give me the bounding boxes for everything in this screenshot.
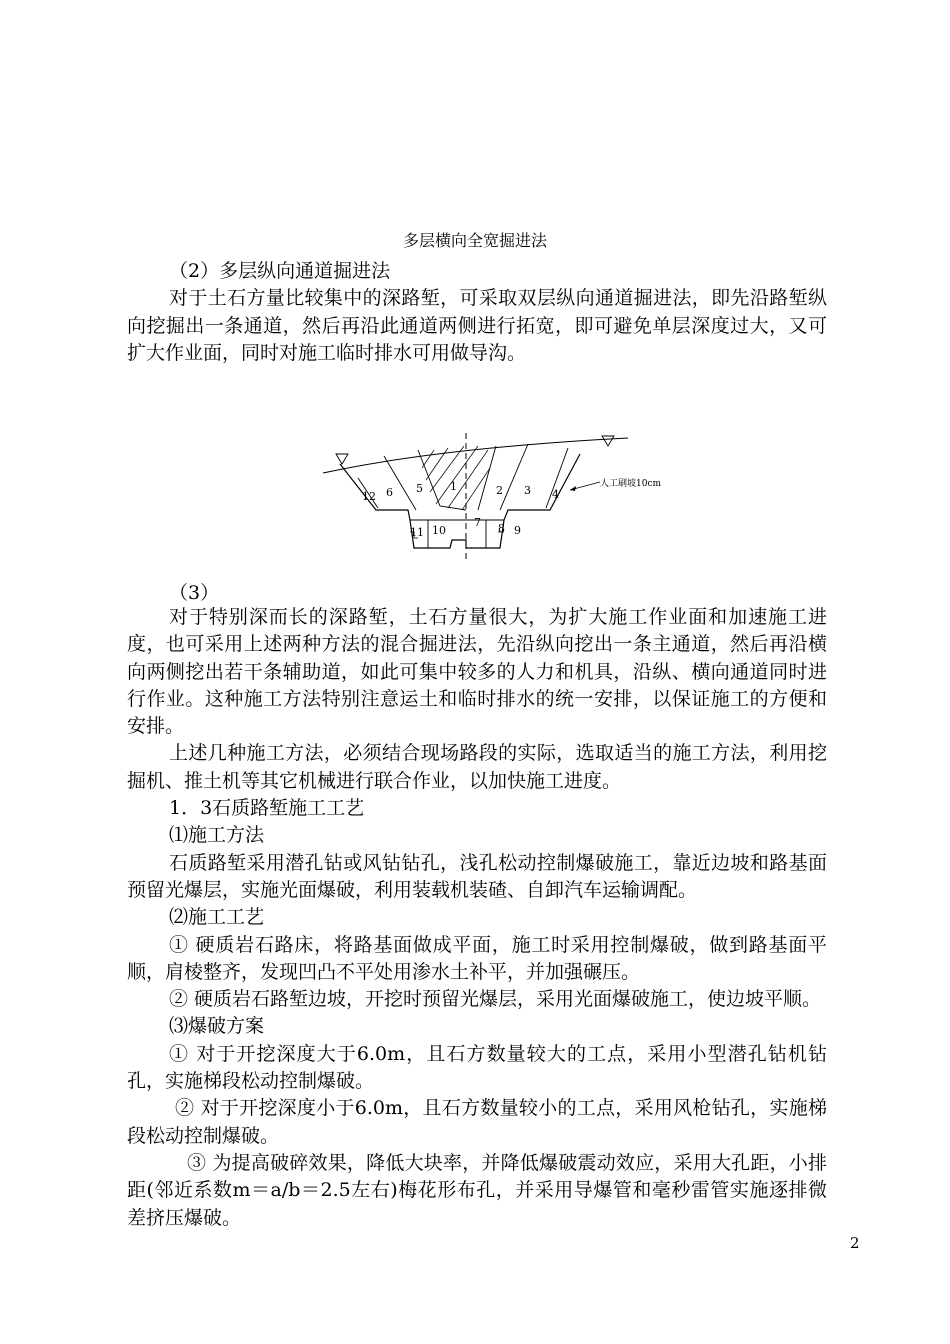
zone-label-4: 4 <box>552 488 559 501</box>
method-heading: ⑴施工方法 <box>169 824 265 847</box>
blast-heading: ⑶爆破方案 <box>169 1015 265 1038</box>
section-2-heading: （2）多层纵向通道掘进法 <box>169 260 391 282</box>
zone-label-2: 2 <box>496 484 503 497</box>
zone-label-7: 7 <box>474 516 481 529</box>
section-3-summary: 上述几种施工方法，必须结合现场路段的实际，选取适当的施工方法，利用挖掘机、推土机等其它机械进行联合作业，以加快施工进度。 <box>127 742 827 792</box>
section-1-3-heading: 1．3石质路堑施工工艺 <box>169 797 365 820</box>
zone-label-8: 8 <box>498 522 505 535</box>
figure-caption-top: 多层横向全宽掘进法 <box>402 231 547 250</box>
hatched-zone <box>422 446 490 510</box>
process-item-2: ② 硬质岩石路堑边坡，开挖时预留光爆层，采用光面爆破施工，使边坡平顺。 <box>169 988 822 1011</box>
blast-item-2: ② 对于开挖深度小于6.0m，且石方数量较小的工点，采用风枪钻孔，实施梯段松动控制爆破。 <box>127 1097 827 1147</box>
section-3-heading-fragment: （3） <box>169 582 220 604</box>
cross-section-diagram <box>318 428 662 568</box>
zone-label-3: 3 <box>524 484 531 497</box>
zone-label-11: 11 <box>410 526 424 539</box>
page-number: 2 <box>850 1234 860 1252</box>
section-3 <box>127 604 827 1232</box>
blast-item-3: ③ 为提高破碎效果，降低大块率，并降低爆破震动效应，采用大孔距，小排距(邻近系数m＝a/b＝2.5左右)梅花形布孔，并采用导爆管和毫秒雷管实施逐排微差挤压爆破。 <box>127 1151 827 1229</box>
section-3-body: 对于特别深而长的深路堑，土石方量很大，为扩大施工作业面和加速施工进度，也可采用上述两种方法的混合掘进法，先沿纵向挖出一条主通道，然后再沿横向两侧挖出若干条辅助道，如此可集中较多的人力和机具，沿纵、横向通道同时进行作业。这种施工方法特别注意运土和临时排水的统一安排，以保证施工的方便和安排。 <box>127 606 827 738</box>
process-item-1: ① 硬质岩石路床，将路基面做成平面，施工时采用控制爆破，做到路基面平顺，肩棱整齐，发现凹凸不平处用渗水土补平，并加强碾压。 <box>127 933 827 983</box>
zone-label-12: 12 <box>362 490 376 503</box>
annotation-text: 人工刷坡10cm <box>600 479 662 489</box>
zone-label-9: 9 <box>514 524 521 537</box>
blast-item-1: ① 对于开挖深度大于6.0m，且石方数量较大的工点，采用小型潜孔钻机钻孔，实施梯段松动控制爆破。 <box>127 1042 827 1093</box>
section-2 <box>127 258 827 367</box>
zone-label-1: 1 <box>450 480 457 493</box>
zone-label-5: 5 <box>416 482 423 495</box>
process-heading: ⑵施工工艺 <box>169 906 265 929</box>
zone-label-10: 10 <box>432 524 446 537</box>
method-body: 石质路堑采用潜孔钻或风钻钻孔，浅孔松动控制爆破施工，靠近边坡和路基面预留光爆层，实施光面爆破，利用装载机装碴、自卸汽车运输调配。 <box>127 851 827 901</box>
section-2-body: 对于土石方量比较集中的深路堑，可采取双层纵向通道掘进法，即先沿路堑纵向挖掘出一条通道，然后再沿此通道两侧进行拓宽，即可避免单层深度过大，又可扩大作业面，同时对施工临时排水可用做导沟。 <box>127 287 827 364</box>
excavation-outline <box>340 454 580 548</box>
zone-label-6: 6 <box>386 486 393 499</box>
